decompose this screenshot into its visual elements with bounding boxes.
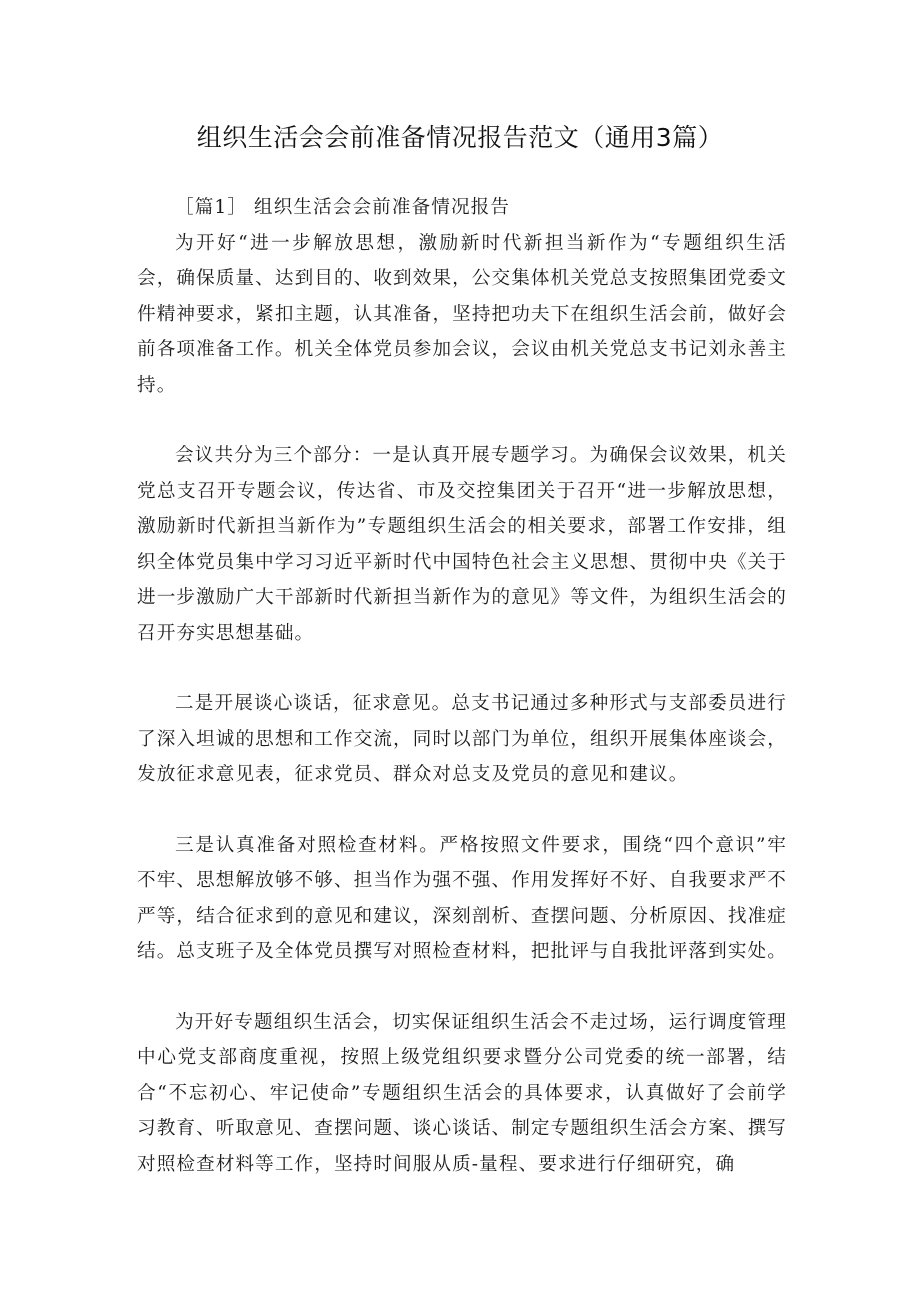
paragraph-1: 为开好“进一步解放思想，激励新时代新担当新作为“专题组织生活会，确保质量、达到目的、收到效果，公交集体机关党总支按照集团党委文件精神要求，紧扣主题，认其准备，坚持把功夫下在组织生活会前，做好会前各项准备工作。机关全体党员参加会议，会议由机关党总支书记刘永善主持。 <box>137 232 787 396</box>
paragraph-4: 三是认真准备对照检查材料。严格按照文件要求，围绕“四个意识”牢不牢、思想解放够不够、担当作为强不强、作用发挥好不好、自我要求严不严等，结合征求到的意见和建议，深刻剖析、查摆问题、分析原因、找准症结。总支班子及全体党员撰写对照检查材料，把批评与自我批评落到实处。 <box>137 834 787 962</box>
paragraph-gap <box>137 793 787 828</box>
section-subheading: ［篇1］ 组织生活会会前准备情况报告 <box>175 197 511 218</box>
paragraph-gap <box>137 403 787 438</box>
paragraph-5: 为开好专题组织生活会，切实保证组织生活会不走过场，运行调度管理中心党支部商度重视，按照上级党组织要求暨分公司党委的统一部署，结合“不忘初心、牢记使命”专题组织生活会的具体要求，认真做好了会前学习教育、听取意见、查摆问题、谈心谈话、制定专题组织生活会方案、撰写对照检查材料等工作，坚持时间服从质-量程、要求进行仔细研究，确 <box>137 1011 787 1175</box>
paragraph-3: 二是开展谈心谈话，征求意见。总支书记通过多种形式与支部委员进行了深入坦诚的思想和工作交流，同时以部门为单位，组织开展集体座谈会，发放征求意见表，征求党员、群众对总支及党员的意见和建议。 <box>137 693 787 785</box>
paragraph-2: 会议共分为三个部分：一是认真开展专题学习。为确保会议效果，机关党总支召开专题会议，传达省、市及交控集团关于召开“进一步解放思想，激励新时代新担当新作为”专题组织生活会的相关要求，部署工作安排，组织全体党员集中学习习近平新时代中国特色社会主义思想、贯彻中央《关于进一步激励广大干部新时代新担当新作为的意见》等文件，为组织生活会的召开夯实思想基础。 <box>137 445 787 644</box>
document-title: 组织生活会会前准备情况报告范文（通用3篇） <box>196 123 724 152</box>
document-body <box>137 190 787 1182</box>
paragraph-gap <box>137 651 787 686</box>
paragraph-gap <box>137 970 787 1005</box>
